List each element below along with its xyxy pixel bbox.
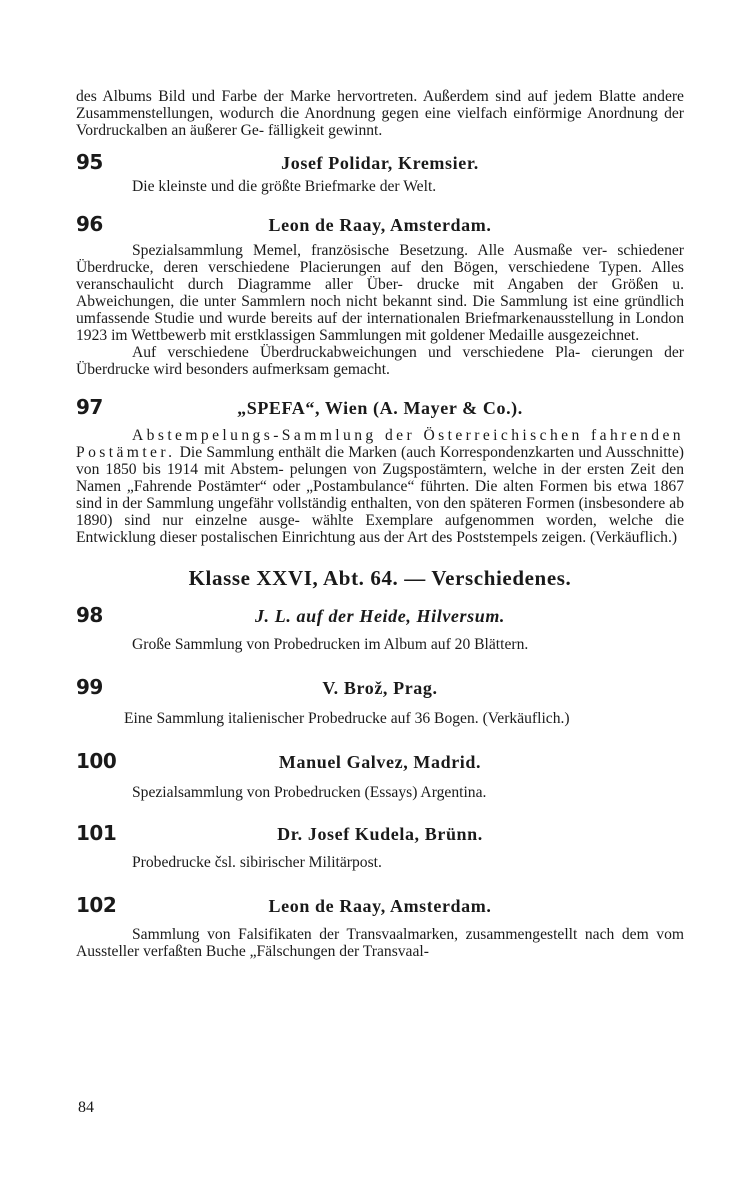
- entry-title: Dr. Josef Kudela, Brünn.: [277, 824, 483, 844]
- entry-101-body: Probedrucke čsl. sibirischer Militärpost.: [132, 854, 382, 871]
- entry-number: 98: [76, 603, 103, 627]
- entry-title: Manuel Galvez, Madrid.: [278, 752, 482, 772]
- class-heading: Klasse XXVI, Abt. 64. — Verschiedenes.: [188, 566, 572, 590]
- entry-102-body: Sammlung von Falsifikaten der Transvaalmarken, zusammengestellt nach dem vom Aussteller verfaßten Buche „Fälschungen der Transvaal-: [76, 926, 684, 960]
- entry-number: 100: [76, 749, 117, 773]
- entry-96-header: [76, 212, 684, 236]
- collection-name: Abstempelungs-Sammlung der Österreichischen fahrenden Postämter.: [76, 427, 684, 461]
- entry-100-body: Spezialsammlung von Probedrucken (Essays) Argentina.: [132, 784, 487, 801]
- entry-95-header: [76, 150, 684, 174]
- entry-number: 101: [76, 821, 117, 845]
- entry-title: Leon de Raay, Amsterdam.: [268, 215, 492, 235]
- page-content: [76, 88, 684, 960]
- entry-title: „SPEFA“, Wien (A. Mayer & Co.).: [237, 398, 523, 418]
- entry-99-header: [76, 675, 684, 699]
- entry-98-header: [76, 603, 684, 627]
- entry-number: 102: [76, 893, 117, 917]
- entry-title: Leon de Raay, Amsterdam.: [268, 896, 492, 916]
- entry-title: Josef Polidar, Kremsier.: [281, 153, 479, 173]
- entry-95-body: Die kleinste und die größte Briefmarke der Welt.: [132, 178, 437, 195]
- entry-97-header: [76, 395, 684, 419]
- intro-line: jedem Blatte andere Zusammenstellungen, wodurch die Anordnung gegen: [76, 88, 684, 122]
- entry-97-text: Die Sammlung enthält die Marken (auch Korrespondenzkarten und Ausschnitte) von 1850 bis 1914 mit Abstem- pelungen von Zugspostämtern, welche in der ersten Zeit den Namen „Fahrende Postämter“ oder „Postambulance“ führten. Die alten Formen bis etwa 1867 sind in der Sammlung ungefähr vollständig enthalten, von den späteren Formen (insbesondere ab 1890) sind nur einzelne ausge- wählte Exemplare aufgenommen worden, welche die Entwicklung dieser postalischen Einrichtung aus der Art des Poststempels zeigen. (Verkäuflich.): [76, 444, 684, 546]
- page-number: 84: [78, 1099, 94, 1116]
- entry-title: J. L. auf der Heide, Hilversum.: [254, 606, 506, 626]
- entry-number: 95: [76, 150, 103, 174]
- entry-100-header: [76, 749, 684, 773]
- entry-96-body: Spezialsammlung Memel, französische Besetzung. Alle Ausmaße ver- schiedener Überdrucke, deren verschiedene Placierungen auf den Bögen, verschiedene Typen. Alles veranschaulicht durch Diagramme aller Über- drucke mit Angaben der Größen u. Abweichungen, die unter Sammlern noch nicht bekannt sind. Die Sammlung ist eine gründlich umfassende Studie und wurde bereits auf der internationalen Briefmarkenausstellung in London 1923 im Wettbewerb mit erstklassigen Sammlungen mit goldener Medaille ausgezeichnet.: [76, 242, 684, 344]
- intro-line: eine vielfach einförmige Anordnung der Vordruckalben an äußerer Ge-: [76, 105, 684, 139]
- entry-96-body-2: Auf verschiedene Überdruckabweichungen und verschiedene Pla- cierungen der Überdrucke wird besonders aufmerksam gemacht.: [76, 344, 684, 378]
- entry-102-header: [76, 893, 684, 917]
- entry-97-body: [76, 427, 684, 546]
- intro-line: des Albums Bild und Farbe der Marke hervortreten. Außerdem sind auf: [76, 88, 548, 105]
- entry-99-body: Eine Sammlung italienischer Probedrucke auf 36 Bogen. (Verkäuflich.): [124, 710, 570, 727]
- entry-98-body: Große Sammlung von Probedrucken im Album auf 20 Blättern.: [132, 636, 529, 653]
- intro-line: fälligkeit gewinnt.: [267, 122, 383, 139]
- intro-paragraph: [76, 88, 684, 139]
- entry-number: 96: [76, 212, 103, 236]
- entry-number: 99: [76, 675, 103, 699]
- entry-101-header: [76, 821, 684, 845]
- entry-number: 97: [76, 395, 103, 419]
- entry-title: V. Brož, Prag.: [322, 678, 438, 698]
